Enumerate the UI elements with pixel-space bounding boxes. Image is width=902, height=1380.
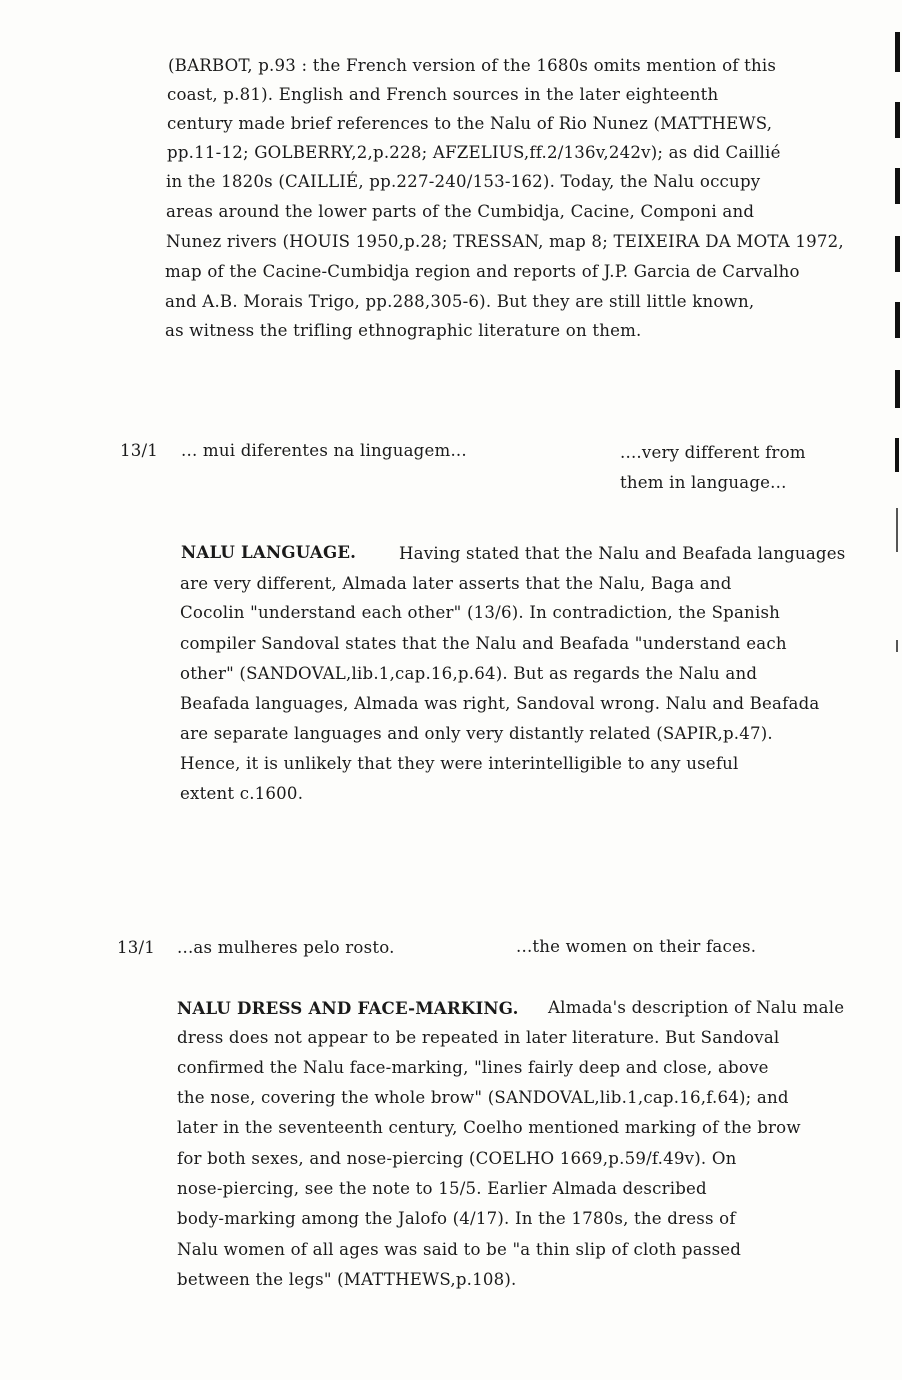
entry-translation-line: ....very different from [620, 443, 806, 462]
scan-bar [895, 236, 900, 272]
entry-reference: 13/1 [120, 441, 159, 460]
text-line: are very different, Almada later asserts that the Nalu, Baga and [180, 574, 732, 593]
text-line: compiler Sandoval states that the Nalu and Beafada "understand each [180, 634, 787, 653]
text-line: (BARBOT, p.93 : the French version of the 1680s omits mention of this [168, 56, 777, 75]
text-line: areas around the lower parts of the Cumbidja, Cacine, Componi and [166, 202, 755, 221]
text-line: dress does not appear to be repeated in later literature. But Sandoval [177, 1028, 780, 1047]
scan-bar [895, 32, 900, 72]
text-line: extent c.1600. [180, 784, 304, 803]
text-line: coast, p.81). English and French sources in the later eighteenth [167, 85, 719, 104]
section-heading: NALU LANGUAGE. [181, 542, 357, 562]
text-line: the nose, covering the whole brow" (SANDOVAL,lib.1,cap.16,f.64); and [177, 1088, 789, 1107]
text-line: century made brief references to the Nalu of Rio Nunez (MATTHEWS, [167, 114, 773, 133]
text-line: are separate languages and only very distantly related (SAPIR,p.47). [180, 724, 773, 743]
text-line: as witness the trifling ethnographic literature on them. [165, 321, 642, 340]
text-line: Almada's description of Nalu male [548, 998, 845, 1017]
scan-tick [896, 640, 898, 652]
text-line: Nunez rivers (HOUIS 1950,p.28; TRESSAN, map 8; TEIXEIRA DA MOTA 1972, [166, 232, 844, 251]
entry-original-text: ...as mulheres pelo rosto. [177, 938, 395, 957]
text-line: nose-piercing, see the note to 15/5. Earlier Almada described [177, 1179, 707, 1198]
section-heading: NALU DRESS AND FACE-MARKING. [177, 998, 519, 1018]
text-line: pp.11-12; GOLBERRY,2,p.228; AFZELIUS,ff.2/136v,242v); as did Caillié [167, 143, 781, 162]
scan-bar [895, 302, 900, 338]
text-line: other" (SANDOVAL,lib.1,cap.16,p.64). But as regards the Nalu and [180, 664, 758, 683]
text-line: for both sexes, and nose-piercing (COELHO 1669,p.59/f.49v). On [177, 1149, 737, 1168]
entry-original-text: ... mui diferentes na linguagem... [181, 441, 467, 460]
text-line: and A.B. Morais Trigo, pp.288,305-6). But they are still little known, [165, 292, 755, 311]
text-line: Hence, it is unlikely that they were interintelligible to any useful [180, 754, 739, 773]
text-line: between the legs" (MATTHEWS,p.108). [177, 1270, 517, 1289]
entry-reference: 13/1 [117, 938, 156, 957]
text-line: map of the Cacine-Cumbidja region and reports of J.P. Garcia de Carvalho [165, 262, 800, 281]
text-line: Beafada languages, Almada was right, Sandoval wrong. Nalu and Beafada [180, 694, 820, 713]
text-line: Cocolin "understand each other" (13/6). In contradiction, the Spanish [180, 603, 781, 622]
scan-bar [895, 168, 900, 204]
entry-translation: ...the women on their faces. [516, 937, 757, 956]
scan-bar [895, 102, 900, 138]
text-line: body-marking among the Jalofo (4/17). In the 1780s, the dress of [177, 1209, 736, 1228]
text-line: Nalu women of all ages was said to be "a thin slip of cloth passed [177, 1240, 742, 1259]
scan-bar [895, 438, 899, 472]
text-line: Having stated that the Nalu and Beafada languages [399, 544, 846, 563]
text-line: in the 1820s (CAILLIÉ, pp.227-240/153-162). Today, the Nalu occupy [166, 172, 761, 191]
scan-tick [896, 508, 898, 552]
entry-translation-line: them in language... [620, 473, 787, 492]
scan-bar [895, 370, 900, 408]
text-line: later in the seventeenth century, Coelho mentioned marking of the brow [177, 1118, 801, 1137]
text-line: confirmed the Nalu face-marking, "lines fairly deep and close, above [177, 1058, 769, 1077]
